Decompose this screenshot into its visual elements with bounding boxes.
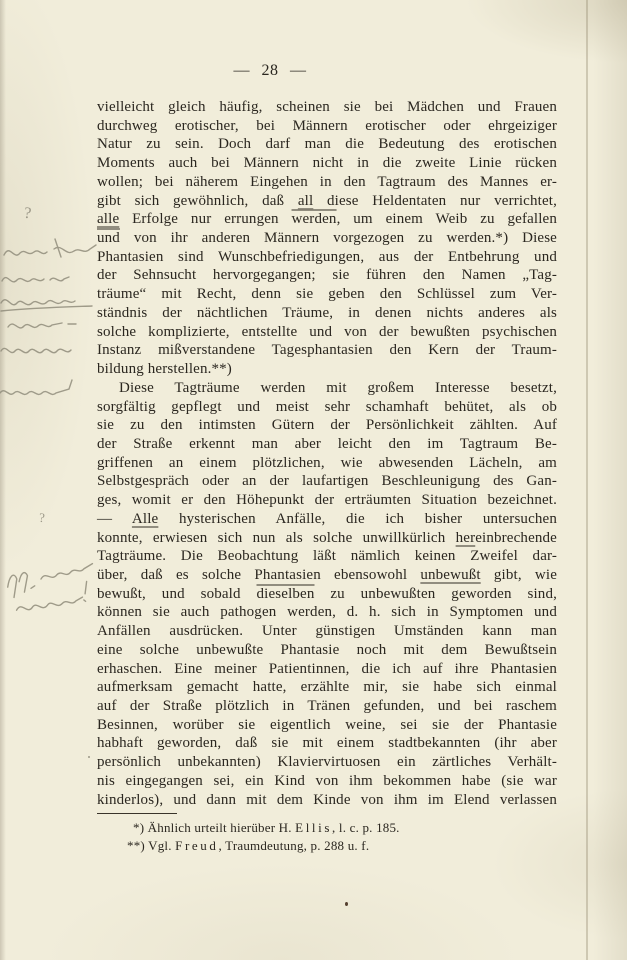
footnote-separator-rule: [97, 813, 177, 814]
handwritten-margin-note-top: [0, 195, 100, 405]
footnote-line: *) Ähnlich urteilt hierüber H. Ellis, l. c. p. 185.: [133, 820, 400, 835]
text-line: träume“ mit Recht, denn sie geben den Schlüssel zum Ver-: [97, 286, 557, 303]
text-line: sorgfältig gepflegt und meist sehr schamhaft behütet, als ob: [97, 398, 557, 415]
text-line: sie zu den intimsten Gütern der Persönlichkeit zählten. Auf: [97, 417, 557, 434]
pencil-dot-mark: [88, 756, 90, 758]
text-line: wollen; bei näherem Eingehen in den Tagtraum des Mannes er-: [97, 173, 557, 190]
pencil-marked-word: all: [297, 192, 314, 209]
text-line: erhaschen. Eine meiner Patientinnen, die ich auf ihre Phantasien: [97, 660, 557, 677]
page-edge-crease: [586, 0, 588, 960]
text-line: habhaft geworden, daß sie mit einem stadtbekannten (ihr aber: [97, 735, 557, 752]
page-number: — 28 —: [233, 62, 307, 79]
text-line: Natur zu sein. Doch darf man die Bedeutung des erotischen: [97, 136, 557, 153]
pencil-marked-word: unbewußt: [420, 566, 481, 583]
pencil-marked-word: her: [455, 529, 476, 546]
pencil-question-mark-middle: ?: [38, 509, 46, 526]
text-line: Tagträume. Die Beobachtung läßt nämlich keinen Zweifel dar-: [97, 548, 557, 565]
text-line: Anfällen ausdrücken. Unter günstigen Umständen kann man: [97, 623, 557, 640]
text-line: bildung herstellen.**): [97, 361, 232, 378]
text-line: auf der Straße plötzlich in Tränen gefunden, und bei raschem: [97, 698, 557, 714]
footnotes-block: [97, 819, 557, 855]
text-line: Phantasien sind Wunschbefriedigungen, aus der Entbehrung und: [97, 248, 557, 265]
text-line: nis eingegangen sei, ein Kind von ihm bekommen habe (sie war: [97, 772, 557, 789]
pencil-marked-word: dieselben: [256, 585, 315, 602]
pencil-marked-word: $\overline{und}$: [97, 230, 120, 247]
body-text-block: [97, 98, 557, 809]
text-line: Instanz mißverstandene Tagesphantasien den Kern der Traum-: [97, 342, 557, 359]
text-line: — Alle hysterischen Anfälle, die ich bisher untersuchen: [97, 510, 557, 527]
pencil-marked-word: alle: [97, 211, 120, 228]
text-line: konnte, erwiesen sich nun als solche unwillkürlich hereinbrechende: [97, 529, 557, 546]
text-line: der Sehnsucht hervorgegangen; sie führen den Namen „Tag-: [97, 267, 557, 284]
text-line: eine solche unbewußte Phantasie noch mit dem Bewußtsein: [97, 641, 557, 658]
footnote-line: **) Vgl. Freud, Traumdeutung, p. 288 u. f.: [127, 838, 370, 853]
pencil-marked-word: werden: [291, 211, 337, 228]
text-line: griffenen an einem plötzlichen, wie abwesenden Lächeln, am: [97, 454, 557, 471]
letterspaced-name: Freud: [175, 838, 219, 853]
pencil-marked-word: Alle: [131, 510, 159, 527]
text-line: solche komplizierte, entstellte und von der bewußten psychischen: [97, 323, 557, 340]
pencil-question-mark-top: ?: [23, 204, 33, 223]
text-line: Selbstgespräch oder an der laufartigen Beschleunigung des Gan-: [97, 473, 557, 490]
text-line: Besinnen, worüber sie eigentlich weine, sei sie der Phantasie: [97, 716, 557, 733]
text-line: gibt sich gewöhnlich, daß all diese Heldentaten nur verrichtet,: [97, 192, 557, 209]
letterspaced-name: Ellis: [295, 820, 332, 835]
text-line: aufmerksam gemacht hatte, erzählte mir, sie habe sich einmal: [97, 679, 557, 696]
handwritten-margin-note-middle: [0, 552, 102, 622]
text-line: Diese Tagträume werden mit großem Interesse besetzt,: [119, 379, 557, 396]
text-line: kinderlos), und dann mit dem Kinde von ihm im Elend verlassen: [97, 791, 557, 808]
text-line: der Straße erkennt man aber leicht den im Tagtraum Be-: [97, 435, 557, 452]
text-line: durchweg erotischer, bei Männern erotischer oder ehrgeiziger: [97, 117, 557, 134]
paper-speck: [345, 902, 348, 906]
text-line: können sie auch pathogen werden, d. h. sich in Symptomen und: [97, 604, 557, 621]
text-line: über, daß es solche Phantasien ebensowohl unbewußt gibt, wie: [97, 566, 558, 583]
text-line: $\overline{und}$ von ihr anderen Männern vorgezogen zu werden.*) Diese: [97, 230, 557, 247]
text-line: vielleicht gleich häufig, scheinen sie bei Mädchen und Frauen: [97, 99, 557, 115]
text-line: ständnis der nächtlichen Träume, in denen nichts anderes als: [97, 304, 557, 321]
text-line: bewußt, und sobald dieselben zu unbewußten geworden sind,: [97, 585, 557, 602]
text-line: Moments auch bei Männern nicht in die zweite Linie rücken: [97, 155, 557, 172]
text-line: alle Erfolge nur errungen werden, um einem Weib zu gefallen: [97, 211, 557, 228]
text-line: persönlich unbekannten) Klaviervirtuosen ein zärtliches Verhält-: [97, 754, 557, 771]
text-line: ges, womit er den Höhepunkt der erträumten Situation bezeichnet.: [97, 492, 557, 509]
